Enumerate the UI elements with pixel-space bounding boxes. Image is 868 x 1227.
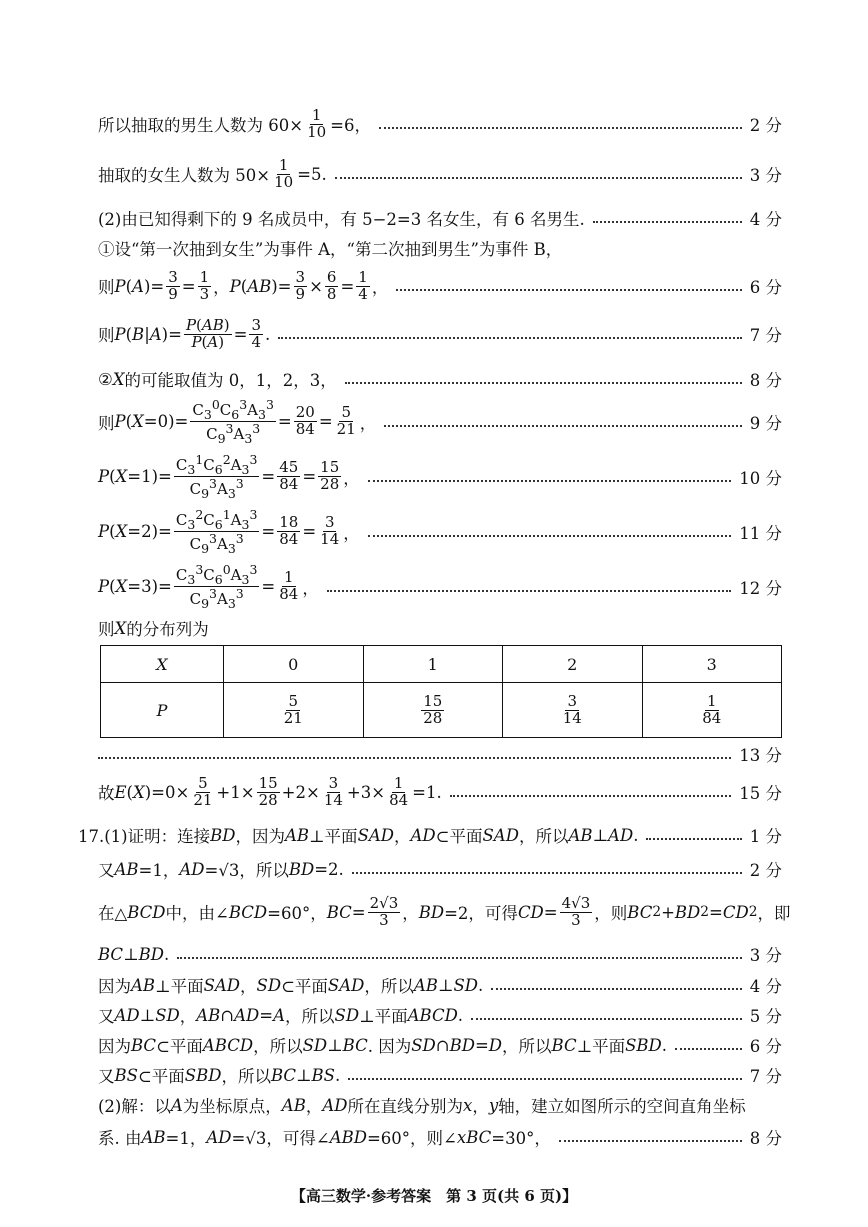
- answer-line-24: 系. 由 AB =1， AD =√3，可得∠ ABD =60°，则∠ xBC =30°， 8 分: [98, 1127, 782, 1148]
- answer-line-9: P ( X =1)= $\frac{C_3^1C_6^2A_3^3}{C_9^3A_3^3}$ = $\frac{45}{84}$ = $\frac{15}{28}$ ， 10 分: [98, 452, 782, 502]
- answer-line-16: 又 AB =1， AD =√3，所以 BD =2. 2 分: [98, 859, 782, 880]
- table-cell: 0: [224, 646, 364, 683]
- answer-line-3: (2)由已知得剩下的 9 名成员中，有 5−2=3 名女生，有 6 名男生. 4 分: [98, 210, 782, 229]
- table-cell: $\frac{5}{21}$: [224, 683, 364, 738]
- answer-line-5: 则 P ( A )= $\frac{3}{9}$ = $\frac{1}{3}$ ， P ( AB )= $\frac{3}{9}$ × $\frac{6}{8}$ = $\frac{1}{4}$ ， 6 分: [98, 268, 782, 303]
- table-cell: $\frac{3}{14}$: [503, 683, 643, 738]
- answer-line-20: 又 AD ⊥ SD ， AB ∩ AD = A ，所以 SD ⊥平面 ABCD . 5 分: [98, 1005, 782, 1026]
- answer-line-22: 又 BS ⊂平面 SBD ，所以 BC ⊥ BS . 7 分: [98, 1065, 782, 1086]
- table-cell: 2: [503, 646, 643, 683]
- answer-line-23: (2)解：以 A 为坐标原点， AB ， AD 所在直线分别为 x ， y 轴，建立如图所示的空间直角坐标: [98, 1095, 746, 1116]
- page-footer: 【高三数学·参考答案 第 3 页(共 6 页)】: [290, 1187, 578, 1205]
- answer-line-8: 则 P ( X =0)= $\frac{C_3^0C_6^3A_3^3}{C_9^3A_3^3}$ = $\frac{20}{84}$ = $\frac{5}{21}$ ， 9 分: [98, 397, 782, 447]
- answer-line-6: 则 P ( B | A )= $\frac{P(AB)}{P(A)}$ = $\frac{3}{4}$ . 7 分: [98, 316, 782, 351]
- table-cell: 1: [363, 646, 503, 683]
- table-header-p: P: [101, 683, 224, 738]
- distribution-table: [100, 645, 782, 738]
- table-cell: $\frac{1}{84}$: [642, 683, 782, 738]
- answer-line-19: 因为 AB ⊥平面 SAD ， SD ⊂平面 SAD ，所以 AB ⊥ SD . 4 分: [98, 975, 782, 996]
- answer-line-4: ①设“第一次抽到女生”为事件 A，“第二次抽到男生”为事件 B，: [98, 240, 563, 259]
- answer-line-2: 抽取的女生人数为 50× $\frac{1}{10}$ =5. 3 分: [98, 156, 782, 191]
- answer-line-18: BC ⊥ BD . 3 分: [98, 944, 782, 965]
- answer-line-10: P ( X =2)= $\frac{C_3^2C_6^1A_3^3}{C_9^3A_3^3}$ = $\frac{18}{84}$ = $\frac{3}{14}$ ， 11 分: [98, 507, 782, 557]
- answer-line-14: 故 E ( X )=0× $\frac{5}{21}$ +1× $\frac{15}{28}$ +2× $\frac{3}{14}$ +3× $\frac{1}{84}$ =1. 15 分: [98, 774, 782, 809]
- answer-line-21: 因为 BC ⊂平面 ABCD ，所以 SD ⊥ BC . 因为 SD ∩ BD = D ，所以 BC ⊥平面 SBD . 6 分: [98, 1035, 782, 1056]
- answer-line-11: P ( X =3)= $\frac{C_3^3C_6^0A_3^3}{C_9^3A_3^3}$ = $\frac{1}{84}$ ， 12 分: [98, 562, 782, 612]
- answer-line-7: ② X 的可能取值为 0，1，2，3， 8 分: [98, 369, 782, 390]
- table-cell: $\frac{15}{28}$: [363, 683, 503, 738]
- answer-line-17: 在△ BCD 中，由∠ BCD =60°， BC = $\frac{2√3}{3}$ ， BD =2，可得 CD = $\frac{4√3}{3}$ ，则 BC 2 + BD 2 = CD 2 ，即: [98, 894, 791, 929]
- answer-line-15: 17.(1)证明：连接 BD ，因为 AB ⊥平面 SAD ， AD ⊂平面 SAD ，所以 AB ⊥ AD . 1 分: [78, 825, 782, 846]
- answer-line-12: 则 X 的分布列为: [98, 618, 209, 639]
- table-cell: 3: [642, 646, 782, 683]
- answer-line-1: 所以抽取的男生人数为 60× $\frac{1}{10}$ =6， 2 分: [98, 106, 782, 141]
- table-header-x: X: [101, 646, 224, 683]
- answer-line-13: 13 分: [98, 742, 782, 766]
